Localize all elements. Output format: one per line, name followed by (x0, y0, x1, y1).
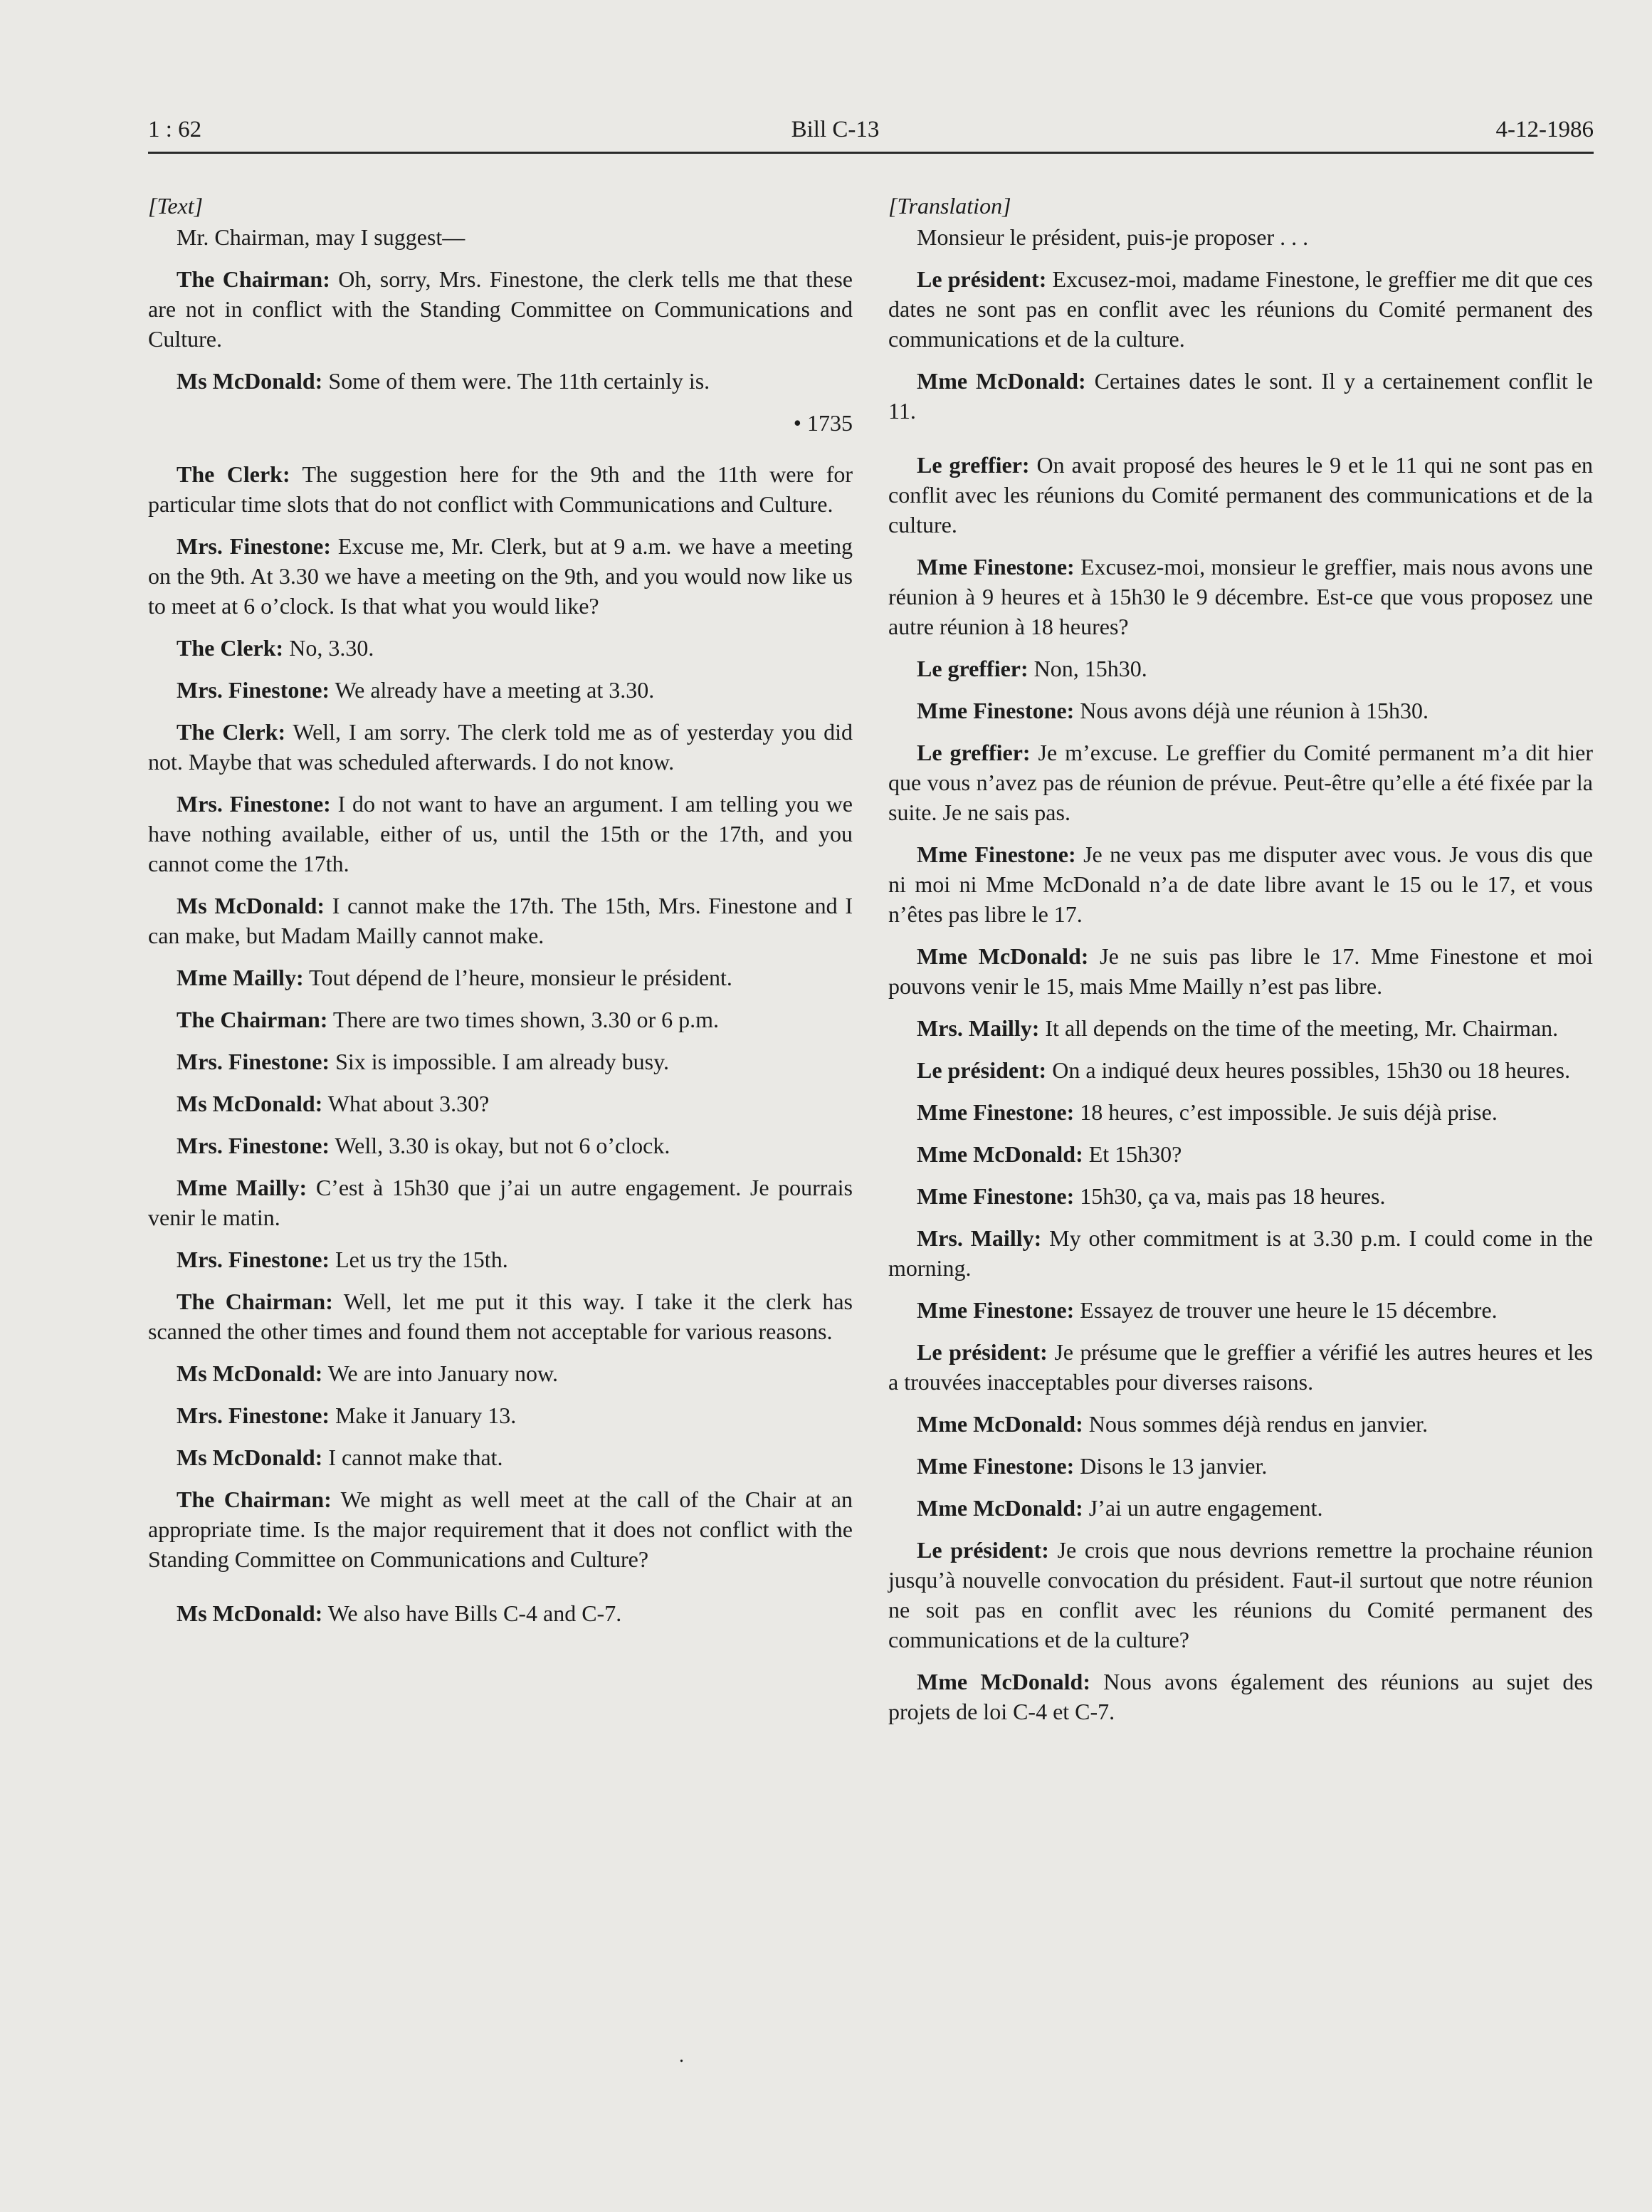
speech-text: We might as well meet at the call of the Chair at an appropriate time. Is the major requirement that it does not conflict with the Standing Committee on Communications and Culture? (148, 1487, 853, 1572)
speech-text: Disons le 13 janvier. (1074, 1453, 1268, 1479)
speech-paragraph (148, 1173, 853, 1232)
speech-paragraph (148, 633, 853, 663)
speaker-name: Mme McDonald: (917, 1669, 1090, 1694)
speech-text: What about 3.30? (322, 1091, 490, 1116)
speech-paragraph (148, 963, 853, 992)
speaker-name: Mrs. Mailly: (917, 1225, 1042, 1251)
time-marker: • 1735 (793, 410, 853, 436)
speech-paragraph (888, 264, 1593, 354)
document-title: Bill C-13 (791, 117, 880, 142)
speech-paragraph (148, 366, 853, 396)
speaker-name: Mme McDonald: (917, 1495, 1083, 1521)
document-date: 4-12-1986 (1495, 117, 1594, 142)
english-column (148, 191, 853, 1640)
speaker-name: The Chairman: (177, 1007, 328, 1032)
speaker-name: Mrs. Mailly: (917, 1015, 1040, 1041)
speaker-name: Ms McDonald: (177, 1361, 323, 1386)
speech-text: No, 3.30. (283, 635, 374, 661)
speech-paragraph (888, 696, 1593, 725)
speaker-name: Le président: (917, 266, 1047, 292)
speech-paragraph (888, 1451, 1593, 1481)
speech-text: Je ne veux pas me disputer avec vous. Je vous dis que ni moi ni Mme McDonald n’a de date libre avant le 15 ou le 17, et vous n’êtes pas libre le 17. (888, 842, 1594, 927)
speaker-name: Mme McDonald: (917, 368, 1086, 394)
column-language-label: [Translation] (888, 193, 1011, 219)
speaker-name: Mme McDonald: (917, 1411, 1083, 1437)
page-number: 1 : 62 (148, 117, 202, 142)
speaker-name: Mrs. Finestone: (177, 1133, 330, 1158)
speech-paragraph (148, 1131, 853, 1160)
speech-text: Excuse me, Mr. Clerk, but at 9 a.m. we have a meeting on the 9th. At 3.30 we have a meeting on the 9th, and you would now like us to meet at 6 o’clock. Is that what you would like? (148, 533, 853, 619)
speech-paragraph (888, 1493, 1593, 1523)
speech-text: Nous avons déjà une réunion à 15h30. (1074, 698, 1429, 723)
speech-text: Je ne suis pas libre le 17. Mme Finestone et moi pouvons venir le 15, mais Mme Mailly n’est pas libre. (888, 943, 1594, 999)
speaker-name: Ms McDonald: (177, 368, 323, 394)
speech-text: Nous sommes déjà rendus en janvier. (1083, 1411, 1429, 1437)
speech-text: Mr. Chairman, may I suggest— (177, 224, 465, 250)
footer-mark: . (679, 2045, 684, 2067)
speech-paragraph (888, 1139, 1593, 1169)
speaker-name: Mrs. Finestone: (177, 677, 330, 703)
speaker-name: Mme McDonald: (917, 943, 1089, 969)
speech-paragraph (888, 738, 1593, 827)
speech-text: 15h30, ça va, mais pas 18 heures. (1074, 1183, 1386, 1209)
speech-text: Some of them were. The 11th certainly is. (322, 368, 710, 394)
speech-paragraph (148, 1047, 853, 1076)
speaker-name: The Clerk: (177, 719, 286, 745)
speaker-name: Mrs. Finestone: (177, 533, 331, 559)
speaker-name: Mme Finestone: (917, 1099, 1075, 1125)
speech-paragraph (888, 1295, 1593, 1325)
speaker-name: Mme Finestone: (917, 1453, 1075, 1479)
speech-text: I do not want to have an argument. I am telling you we have nothing available, either of us, until the 15th or the 17th, and you cannot come the 17th. (148, 791, 853, 876)
speech-text: C’est à 15h30 que j’ai un autre engagement. Je pourrais venir le matin. (148, 1175, 853, 1230)
speech-paragraph (148, 1400, 853, 1430)
speech-paragraph (888, 654, 1593, 683)
speaker-name: Mme McDonald: (917, 1141, 1083, 1167)
speech-paragraph (148, 1089, 853, 1118)
speaker-name: Le président: (917, 1537, 1049, 1563)
speech-paragraph (888, 1097, 1593, 1127)
speech-paragraph (148, 264, 853, 354)
speech-paragraph (888, 1409, 1593, 1439)
speech-text: Non, 15h30. (1028, 656, 1147, 681)
speech-paragraph (888, 1055, 1593, 1085)
speaker-name: Le président: (917, 1339, 1048, 1365)
speaker-name: Mrs. Finestone: (177, 1247, 330, 1272)
speaker-name: Mme Mailly: (177, 1175, 307, 1200)
speaker-name: Mrs. Finestone: (177, 1049, 330, 1074)
speech-paragraph (888, 1013, 1593, 1043)
speech-text: Oh, sorry, Mrs. Finestone, the clerk tells me that these are not in conflict with the Standing Committee on Communications and Culture. (148, 266, 853, 352)
speech-paragraph (148, 1442, 853, 1472)
speech-paragraph (148, 1286, 853, 1346)
speech-text: We also have Bills C-4 and C-7. (322, 1600, 622, 1626)
speech-paragraph (888, 366, 1593, 426)
speaker-name: Ms McDonald: (177, 1091, 323, 1116)
speech-text: Essayez de trouver une heure le 15 décembre. (1074, 1297, 1498, 1323)
speech-paragraph (888, 1181, 1593, 1211)
speech-paragraph (148, 1358, 853, 1388)
speaker-name: Le greffier: (917, 740, 1031, 765)
speech-text: Well, 3.30 is okay, but not 6 o’clock. (330, 1133, 670, 1158)
speech-paragraph (148, 1244, 853, 1274)
speaker-name: Le greffier: (917, 452, 1030, 478)
speech-text: Well, I am sorry. The clerk told me as of yesterday you did not. Maybe that was scheduled afterwards. I do not know. (148, 719, 853, 775)
speech-paragraph (148, 1005, 853, 1034)
speech-paragraph (888, 1337, 1593, 1397)
speech-text: My other commitment is at 3.30 p.m. I could come in the morning. (888, 1225, 1594, 1281)
speech-paragraph (888, 1667, 1593, 1726)
speech-text: We already have a meeting at 3.30. (330, 677, 655, 703)
speech-paragraph (148, 789, 853, 879)
speaker-name: Mme Finestone: (917, 1297, 1075, 1323)
speech-text: We are into January now. (322, 1361, 558, 1386)
speech-text: Make it January 13. (330, 1403, 517, 1428)
speaker-name: The Chairman: (177, 266, 330, 292)
header-rule (148, 152, 1594, 154)
speaker-name: Mme Finestone: (917, 1183, 1075, 1209)
speaker-name: Mme Mailly: (177, 965, 304, 990)
speech-text: Certaines dates le sont. Il y a certainement conflit le 11. (888, 368, 1594, 424)
speaker-name: Mrs. Finestone: (177, 1403, 330, 1428)
speech-paragraph (148, 717, 853, 777)
speech-paragraph (888, 222, 1593, 252)
speech-paragraph (148, 891, 853, 950)
speech-text: I cannot make the 17th. The 15th, Mrs. Finestone and I can make, but Madam Mailly cannot make. (148, 893, 853, 948)
speaker-name: Mme Finestone: (917, 842, 1076, 867)
speech-text: Excusez-moi, monsieur le greffier, mais nous avons une réunion à 9 heures et à 15h30 le 9 décembre. Est-ce que vous proposez une autre réunion à 18 heures? (888, 554, 1594, 639)
speech-text: On avait proposé des heures le 9 et le 11 qui ne sont pas en conflit avec les réunions du Comité permanent des communications et de la culture. (888, 452, 1594, 538)
speech-text: Je présume que le greffier a vérifié les autres heures et les a trouvées inacceptables pour diverses raisons. (888, 1339, 1594, 1395)
speech-text: 18 heures, c’est impossible. Je suis déjà prise. (1074, 1099, 1498, 1125)
speech-paragraph (888, 839, 1593, 929)
speaker-name: Mme Finestone: (917, 554, 1075, 580)
speaker-name: Ms McDonald: (177, 1445, 323, 1470)
speech-paragraph (888, 941, 1593, 1001)
speech-paragraph (148, 459, 853, 519)
speech-text: It all depends on the time of the meeting, Mr. Chairman. (1039, 1015, 1559, 1041)
column-language-label: [Text] (148, 193, 204, 219)
speaker-name: Mrs. Finestone: (177, 791, 331, 817)
speech-text: Well, let me put it this way. I take it the clerk has scanned the other times and found them not acceptable for various reasons. (148, 1289, 853, 1344)
speech-paragraph (888, 552, 1593, 641)
speaker-name: Le greffier: (917, 656, 1028, 681)
speech-text: Je m’excuse. Le greffier du Comité permanent m’a dit hier que vous n’avez pas de réunion de prévue. Peut-être qu’elle a été fixée par la suite. Je ne sais pas. (888, 740, 1594, 825)
speech-paragraph (148, 222, 853, 252)
speech-paragraph (148, 531, 853, 621)
speech-text: Je crois que nous devrions remettre la prochaine réunion jusqu’à nouvelle convocation du président. Faut-il surtout que notre réunion ne soit pas en conflit avec les réunions du Comité permanent des communications et de la culture? (888, 1537, 1594, 1652)
speech-text: Nous avons également des réunions au sujet des projets de loi C-4 et C-7. (888, 1669, 1594, 1724)
page-header (148, 117, 1594, 152)
speaker-name: The Chairman: (177, 1487, 332, 1512)
speaker-name: The Clerk: (177, 461, 290, 487)
french-column (888, 191, 1593, 1739)
speech-paragraph (148, 1598, 853, 1628)
speaker-name: Le président: (917, 1057, 1047, 1083)
speech-text: The suggestion here for the 9th and the 11th were for particular time slots that do not conflict with Communications and Culture. (148, 461, 853, 517)
speech-paragraph (148, 1484, 853, 1574)
speech-paragraph (888, 1535, 1593, 1655)
speech-text: Excusez-moi, madame Finestone, le greffier me dit que ces dates ne sont pas en conflit avec les réunions du Comité permanent des communications et de la culture. (888, 266, 1594, 352)
speech-paragraph (888, 450, 1593, 540)
speaker-name: Ms McDonald: (177, 893, 325, 918)
speech-text: J’ai un autre engagement. (1083, 1495, 1323, 1521)
speech-text: Tout dépend de l’heure, monsieur le président. (303, 965, 732, 990)
speaker-name: The Clerk: (177, 635, 284, 661)
speech-paragraph (148, 675, 853, 705)
speech-text: On a indiqué deux heures possibles, 15h30 ou 18 heures. (1046, 1057, 1571, 1083)
speech-text: Monsieur le président, puis-je proposer . . . (917, 224, 1309, 250)
speech-text: Six is impossible. I am already busy. (330, 1049, 670, 1074)
speaker-name: Mme Finestone: (917, 698, 1075, 723)
speech-text: There are two times shown, 3.30 or 6 p.m. (327, 1007, 719, 1032)
speaker-name: Ms McDonald: (177, 1600, 323, 1626)
speech-text: Let us try the 15th. (330, 1247, 508, 1272)
speech-paragraph (888, 1223, 1593, 1283)
speaker-name: The Chairman: (177, 1289, 333, 1314)
speech-text: I cannot make that. (322, 1445, 503, 1470)
speech-text: Et 15h30? (1083, 1141, 1182, 1167)
